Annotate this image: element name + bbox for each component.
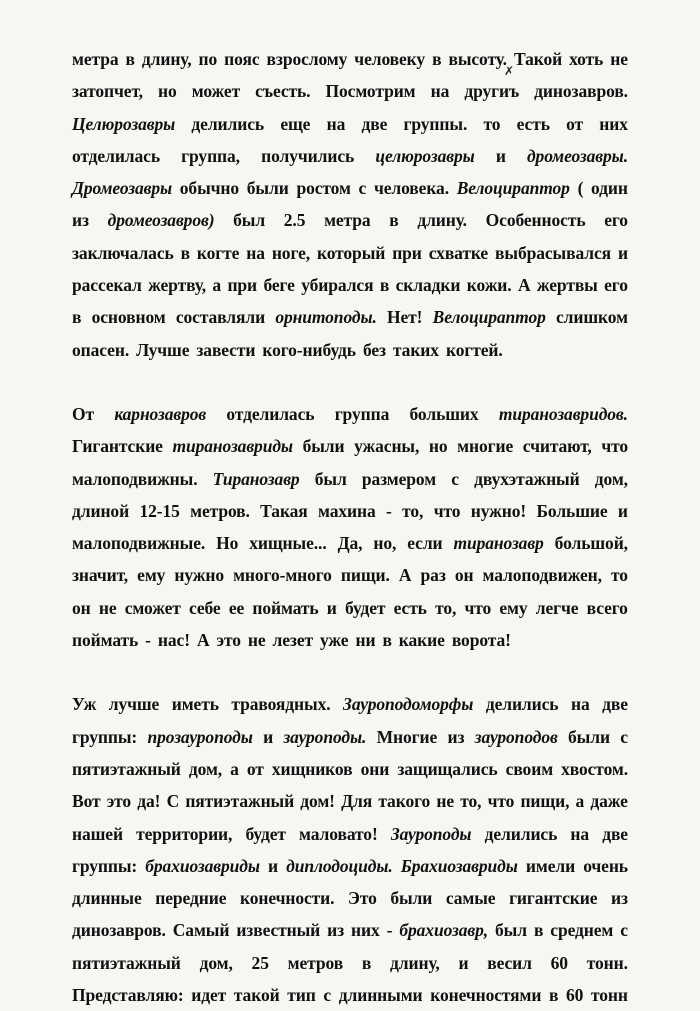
word: в (361, 952, 372, 973)
text-line (72, 624, 628, 656)
word: не (436, 791, 454, 812)
word: идет (191, 985, 227, 1006)
italic-term: зауроподов (474, 726, 558, 747)
word: 60 (550, 952, 568, 973)
word: Такая (260, 500, 308, 521)
text-line (72, 75, 628, 107)
word: ворота! (451, 630, 511, 651)
text-line (72, 463, 628, 495)
word: и (617, 242, 628, 263)
word: длину, (141, 49, 192, 69)
word: на (570, 694, 590, 715)
text-line (72, 592, 628, 624)
word: а (212, 275, 222, 296)
text-line (72, 882, 628, 914)
word: своим (505, 758, 554, 779)
italic-term: целюрозавры (375, 145, 475, 166)
word: убирался (301, 275, 374, 296)
italic-term: тиранозавридов. (498, 403, 628, 424)
word: что (433, 500, 461, 521)
word: Многие (376, 726, 438, 747)
word: дом! (300, 791, 335, 812)
word: самые (445, 888, 496, 909)
word: конечности. (239, 888, 335, 909)
word: 12-15 (139, 500, 180, 521)
word: были (302, 436, 345, 457)
word: длину, (390, 952, 440, 973)
word: травоядных. (231, 694, 331, 715)
word: легче (535, 597, 579, 618)
word: уже (320, 630, 349, 651)
word: ему (137, 565, 166, 586)
word: нужно! (470, 500, 527, 521)
paragraph (72, 398, 628, 656)
word: заключалась (72, 242, 174, 263)
text-line (72, 947, 628, 979)
word: с (620, 920, 628, 941)
word: ему (499, 597, 528, 618)
word: на (570, 823, 590, 844)
word: имели (525, 855, 576, 876)
word: в (72, 307, 82, 328)
word: с (358, 178, 367, 199)
word: еще (280, 113, 311, 134)
word: и (268, 855, 278, 876)
italic-term: карнозавров (114, 403, 207, 424)
italic-term: Зауроподы (390, 823, 472, 844)
word: есть (516, 113, 550, 134)
word: Большие (536, 500, 608, 521)
word: и (458, 952, 469, 973)
word: складки (395, 275, 461, 296)
word: был (314, 468, 347, 489)
text-line (72, 398, 628, 430)
word: то, (402, 500, 424, 521)
word: из (447, 726, 465, 747)
word: это (216, 630, 241, 651)
word: но, (373, 533, 397, 554)
word: таких (392, 339, 439, 360)
word: нас! (157, 630, 190, 651)
word: будет (245, 823, 286, 844)
word: Вот (72, 791, 101, 812)
word: иметь (171, 694, 219, 715)
word: гигантские (509, 888, 598, 909)
word: две (602, 694, 628, 715)
word: опасен. (72, 339, 130, 360)
word: в (125, 49, 135, 69)
word: сможет (124, 597, 181, 618)
word: динозавров. (72, 920, 166, 941)
italic-term: Дромеозавры (72, 178, 173, 199)
paragraph (72, 688, 628, 1011)
italic-term: дромеозавров) (107, 210, 215, 231)
word: нужно (174, 565, 224, 586)
text-line (72, 495, 628, 527)
italic-term: тиранозавр (453, 533, 544, 554)
text-line (72, 559, 628, 591)
word: известный (236, 920, 321, 941)
word: передние (155, 888, 227, 909)
word: двухэтажный (474, 468, 580, 489)
word: в (533, 920, 544, 941)
word: отделилась (226, 403, 315, 424)
word: он (72, 597, 91, 618)
word: то (483, 113, 501, 134)
text-line (72, 172, 628, 204)
text-line (72, 850, 628, 882)
italic-term: тиранозавриды (172, 436, 293, 457)
word: махина (318, 500, 376, 521)
word: тонн. (586, 952, 628, 973)
word: А (517, 275, 531, 296)
word: другиъ (464, 81, 520, 102)
word: один (591, 178, 628, 199)
word: и (495, 145, 506, 166)
word: считают, (522, 436, 592, 457)
word: то (611, 565, 628, 586)
word: 60 (566, 985, 584, 1006)
italic-term: дромеозавры. (526, 145, 628, 166)
word: малоподвижен, (482, 565, 602, 586)
word: такой (233, 985, 280, 1006)
word: очень (583, 855, 628, 876)
word: 25 (251, 952, 269, 973)
word: если (407, 533, 443, 554)
word: дом, (594, 468, 628, 489)
word: Но (216, 533, 239, 554)
word: составляли (175, 307, 266, 328)
word: без (362, 339, 386, 360)
word: жертвы (536, 275, 598, 296)
word: его (604, 210, 628, 231)
word: многие (457, 436, 514, 457)
word: метра (324, 210, 371, 231)
word: есть (393, 597, 427, 618)
word: размером (361, 468, 437, 489)
text-line (72, 979, 628, 1011)
word: ужасны, (354, 436, 420, 457)
word: С (166, 791, 180, 812)
word: пояс (224, 49, 260, 69)
word: жертву, (148, 275, 206, 296)
text-line (72, 140, 628, 172)
word: длинными (338, 985, 423, 1006)
word: схватке (428, 242, 489, 263)
word: ( (577, 178, 584, 199)
word: и (326, 597, 337, 618)
word: поймать (72, 630, 139, 651)
word: Самый (172, 920, 230, 941)
word: выбрасывался (495, 242, 612, 263)
word: затопчет, (72, 81, 143, 102)
word: большой, (554, 533, 628, 554)
word: его (604, 275, 628, 296)
word: защищались (397, 758, 498, 779)
word: когте (196, 242, 240, 263)
word: группы: (72, 726, 138, 747)
word: группа, (181, 145, 240, 166)
word: были (390, 888, 433, 909)
word: отделилась (72, 145, 160, 166)
word: рассекал (72, 275, 142, 296)
word: Гигантские (72, 436, 163, 457)
word: А (398, 565, 412, 586)
word: при (227, 275, 258, 296)
word: пятиэтажный (72, 758, 181, 779)
text-line (72, 108, 628, 140)
word: это (106, 791, 132, 812)
word: ни (355, 630, 376, 651)
word: человека. (373, 178, 449, 199)
text-line (72, 269, 628, 301)
word: них (599, 113, 628, 134)
word: беге (263, 275, 295, 296)
word: длинные (72, 888, 142, 909)
word: Лучше (136, 339, 190, 360)
text-line (72, 753, 628, 785)
text-line (72, 785, 628, 817)
text-line (72, 430, 628, 462)
word: кого-нибудь (262, 339, 356, 360)
word: метров (287, 952, 344, 973)
word: а (575, 791, 585, 812)
word: две (361, 113, 388, 134)
word: может (191, 81, 241, 102)
word: пищи. (340, 565, 390, 586)
word: малоподвижные. (72, 533, 206, 554)
text-line (72, 204, 628, 236)
word: них (351, 920, 380, 941)
word: длиной (72, 500, 130, 521)
word: который (316, 242, 386, 263)
word: то, (460, 791, 482, 812)
word: с (451, 468, 459, 489)
word: пятиэтажный (72, 952, 181, 973)
word: группы. (403, 113, 468, 134)
word: высоту. (448, 49, 507, 69)
word: много-много (233, 565, 332, 586)
italic-term: Зауроподоморфы (343, 694, 474, 715)
word: пищи, (520, 791, 570, 812)
word: но (428, 436, 448, 457)
word: он (454, 565, 474, 586)
word: в (389, 210, 399, 231)
word: длину. (417, 210, 467, 231)
word: не (610, 49, 628, 69)
word: на (246, 242, 265, 263)
italic-term: Велоцираптор (456, 178, 570, 199)
word: раз (420, 565, 446, 586)
word: были (568, 726, 610, 747)
word: нашей (72, 823, 123, 844)
word: из (611, 888, 628, 909)
word: ноге, (271, 242, 311, 263)
word: тонн (591, 985, 628, 1006)
word: делились (485, 694, 559, 715)
word: по (198, 49, 218, 69)
word: из (327, 920, 345, 941)
word: метров. (190, 500, 250, 521)
text-line (72, 237, 628, 269)
word: что (464, 597, 492, 618)
text-line (72, 334, 628, 366)
word: Нет! (387, 307, 423, 328)
word: Для (341, 791, 373, 812)
word: всего (586, 597, 628, 618)
word: да! (137, 791, 161, 812)
word: делились (191, 113, 265, 134)
word: получились (261, 145, 355, 166)
word: какие (398, 630, 445, 651)
word: в (549, 985, 559, 1006)
word: хоть (569, 49, 604, 69)
proofreading-mark: ✗ (504, 64, 515, 78)
word: 2.5 (283, 210, 306, 231)
word: что (487, 791, 515, 812)
word: территории, (136, 823, 233, 844)
text-line (72, 301, 628, 333)
text-line (72, 527, 628, 559)
word: на (326, 113, 346, 134)
word: делились (484, 823, 558, 844)
word: и (263, 726, 274, 747)
italic-term: Тиранозавр (212, 468, 300, 489)
word: лучше (108, 694, 160, 715)
word: основном (91, 307, 166, 328)
text-line (72, 43, 628, 75)
word: слишком (556, 307, 628, 328)
text-line (72, 721, 628, 753)
word: на (430, 81, 450, 102)
italic-term: брахиозавриды (145, 855, 260, 876)
word: из (72, 210, 89, 231)
word: лезет (272, 630, 314, 651)
word: весил (487, 952, 532, 973)
word: в (379, 275, 390, 296)
word: Уж (72, 694, 97, 715)
word: в (180, 242, 190, 263)
word: будет (344, 597, 386, 618)
word: Такой (513, 49, 563, 69)
word: хищников (271, 758, 353, 779)
word: и (617, 500, 628, 521)
word: две (602, 823, 628, 844)
word: в (382, 630, 392, 651)
word: такого (378, 791, 431, 812)
word: динозавров. (534, 81, 628, 102)
word: Да, (337, 533, 363, 554)
word: а (230, 758, 239, 779)
text-line (72, 688, 628, 720)
word: тип (287, 985, 316, 1006)
word: от (566, 113, 584, 134)
word: с (620, 726, 628, 747)
word: с (323, 985, 332, 1006)
word: - (386, 500, 392, 521)
word: среднем (550, 920, 614, 941)
italic-term: диплодоциды. (286, 855, 393, 876)
word: были (246, 178, 289, 199)
word: в (432, 49, 442, 69)
word: дом, (188, 758, 223, 779)
word: группа (334, 403, 390, 424)
word: завести (196, 339, 256, 360)
word: при (392, 242, 422, 263)
word: хищные... (249, 533, 327, 554)
text-line (72, 818, 628, 850)
word: хвостом. (561, 758, 628, 779)
word: то, (435, 597, 457, 618)
word: конечностями (430, 985, 542, 1006)
word: группы: (72, 855, 138, 876)
italic-term: Целюрозавры (72, 113, 176, 134)
word: Это (348, 888, 377, 909)
word: поймать (252, 597, 319, 618)
word: ее (228, 597, 245, 618)
word: даже (590, 791, 628, 812)
word: Посмотрим (325, 81, 416, 102)
word: был (233, 210, 266, 231)
italic-term: зауроподы. (283, 726, 367, 747)
paragraph (72, 43, 628, 366)
word: - (386, 920, 393, 941)
word: пятиэтажный (185, 791, 295, 812)
word: метра (72, 49, 119, 69)
word: что (601, 436, 628, 457)
word: ростом (296, 178, 351, 199)
text-line (72, 914, 628, 946)
word: Представляю: (72, 985, 184, 1006)
word: был (495, 920, 527, 941)
word: значит, (72, 565, 129, 586)
word: когтей. (445, 339, 503, 360)
italic-term: прозауроподы (147, 726, 253, 747)
word: - (145, 630, 151, 651)
word: А (196, 630, 210, 651)
word: дом, (199, 952, 233, 973)
word: но (158, 81, 177, 102)
italic-term: Велоцираптор (432, 307, 546, 328)
word: взрослому (266, 49, 348, 69)
word: они (360, 758, 390, 779)
word: человеку (354, 49, 426, 69)
italic-term: орнитоподы. (275, 307, 377, 328)
word: Особенность (485, 210, 586, 231)
word: От (72, 403, 95, 424)
word: маловато! (299, 823, 378, 844)
word: не (98, 597, 117, 618)
word: обычно (179, 178, 240, 199)
word: не (247, 630, 266, 651)
word: себе (188, 597, 221, 618)
word: малоподвижны. (72, 468, 198, 489)
word: кожи. (466, 275, 512, 296)
word: больших (409, 403, 479, 424)
document-text (72, 43, 628, 1011)
italic-term: Брахиозавриды (400, 855, 518, 876)
word: съесть. (255, 81, 311, 102)
word: от (246, 758, 264, 779)
italic-term: брахиозавр, (399, 920, 489, 941)
